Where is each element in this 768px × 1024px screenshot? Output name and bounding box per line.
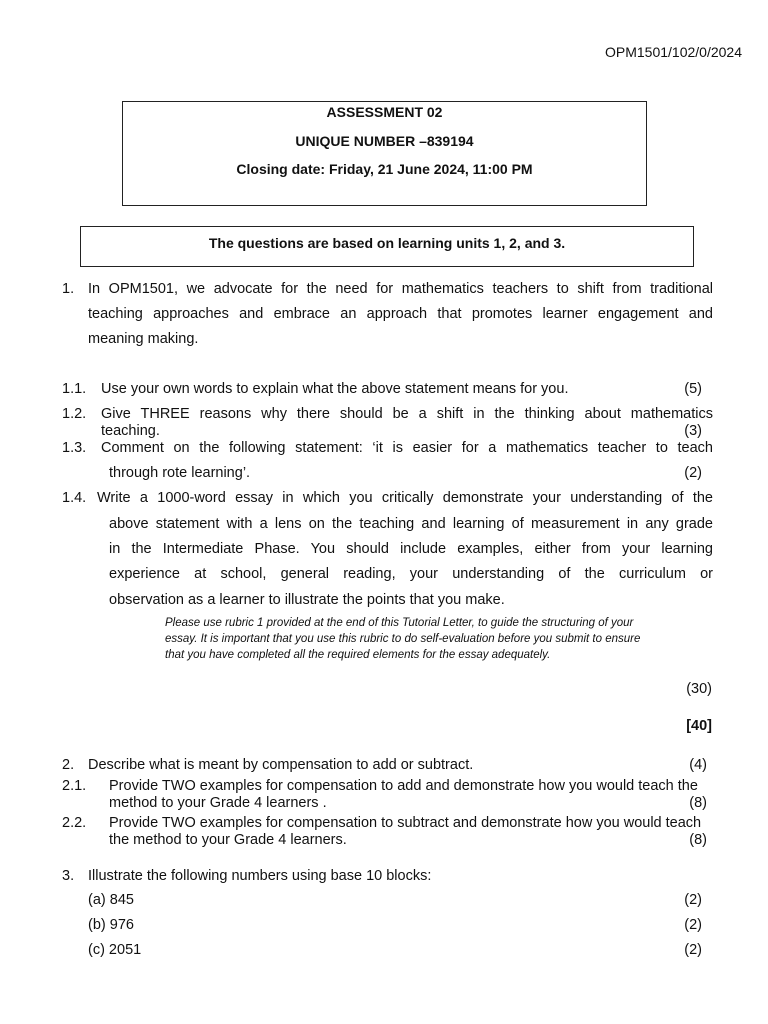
q1-2-mark: (3) (684, 423, 702, 439)
q1-line-1: In OPM1501, we advocate for the need for mathematics teachers to shift from traditional (88, 281, 713, 297)
q1-4-line-4: experience at school, general reading, your understanding of the curriculum or (109, 566, 713, 582)
q2-1-mark: (8) (689, 795, 707, 811)
q2-2-mark: (8) (689, 832, 707, 848)
q1-number: 1. (62, 281, 75, 297)
q1-total-mark: [40] (686, 718, 712, 734)
q3-item-c: (c) 2051 (88, 942, 142, 958)
q1-4-mark: (30) (686, 681, 712, 697)
q2-text: Describe what is meant by compensation to add or subtract. (88, 757, 474, 773)
q2-mark: (4) (689, 757, 707, 773)
q1-2-line-2: teaching. (101, 423, 160, 439)
q2-1-number: 2.1. (62, 778, 87, 794)
assessment-title-box (122, 101, 647, 206)
q1-4-line-5: observation as a learner to illustrate the points that you make. (109, 592, 505, 608)
q1-3-line-2: through rote learning’. (109, 465, 251, 481)
unique-number: UNIQUE NUMBER –839194 (295, 133, 474, 149)
q1-1-number: 1.1. (62, 381, 87, 397)
q1-line-2: teaching approaches and embrace an approach that promotes learner engagement and (88, 306, 713, 322)
q1-3-mark: (2) (684, 465, 702, 481)
q3-item-a: (a) 845 (88, 892, 134, 908)
q1-1-mark: (5) (684, 381, 702, 397)
rubric-note (165, 615, 720, 663)
q1-4-line-3: in the Intermediate Phase. You should include examples, either from your learning (109, 541, 713, 557)
q2-2-number: 2.2. (62, 815, 87, 831)
rubric-note-line: essay. It is important that you use this rubric to do self-evaluation before you submit to ensure (165, 633, 641, 645)
q2-1-line-1: Provide TWO examples for compensation to add and demonstrate how you would teach the (109, 778, 698, 794)
q3-number: 3. (62, 868, 75, 884)
q1-1-text: Use your own words to explain what the above statement means for you. (101, 381, 569, 397)
learning-units-text: The questions are based on learning units 1, 2, and 3. (208, 235, 566, 251)
q1-2-line-1: Give THREE reasons why there should be a shift in the thinking about mathematics (101, 406, 713, 422)
q2-2-line-2: the method to your Grade 4 learners. (109, 832, 347, 848)
learning-units-box (80, 226, 694, 267)
assessment-title: ASSESSMENT 02 (326, 104, 443, 120)
q3-item-b-mark: (2) (684, 917, 702, 933)
q2-1-line-2: method to your Grade 4 learners . (109, 795, 327, 811)
document-code: OPM1501/102/0/2024 (605, 44, 742, 60)
q1-4-line-2: above statement with a lens on the teaching and learning of measurement in any grade (109, 516, 713, 532)
rubric-note-line: Please use rubric 1 provided at the end of this Tutorial Letter, to guide the structuring of your (165, 617, 634, 629)
q3-item-b: (b) 976 (88, 917, 134, 933)
q3-text: Illustrate the following numbers using base 10 blocks: (88, 868, 432, 884)
closing-date: Closing date: Friday, 21 June 2024, 11:00 PM (236, 161, 533, 177)
q2-2-line-1: Provide TWO examples for compensation to subtract and demonstrate how you would teach (109, 815, 702, 831)
q3-item-c-mark: (2) (684, 942, 702, 958)
q3-item-a-mark: (2) (684, 892, 702, 908)
q1-4-number: 1.4. (62, 490, 87, 506)
q1-4-line-1: Write a 1000-word essay in which you critically demonstrate your understanding of the (97, 490, 713, 506)
q1-2-number: 1.2. (62, 406, 87, 422)
q1-line-3: meaning making. (88, 331, 199, 347)
q2-number: 2. (62, 757, 75, 773)
q1-3-number: 1.3. (62, 440, 87, 456)
q1-3-line-1: Comment on the following statement: ‘it is easier for a mathematics teacher to teach (101, 440, 713, 456)
rubric-note-line: that you have completed all the required elements for the essay adequately. (165, 649, 551, 661)
